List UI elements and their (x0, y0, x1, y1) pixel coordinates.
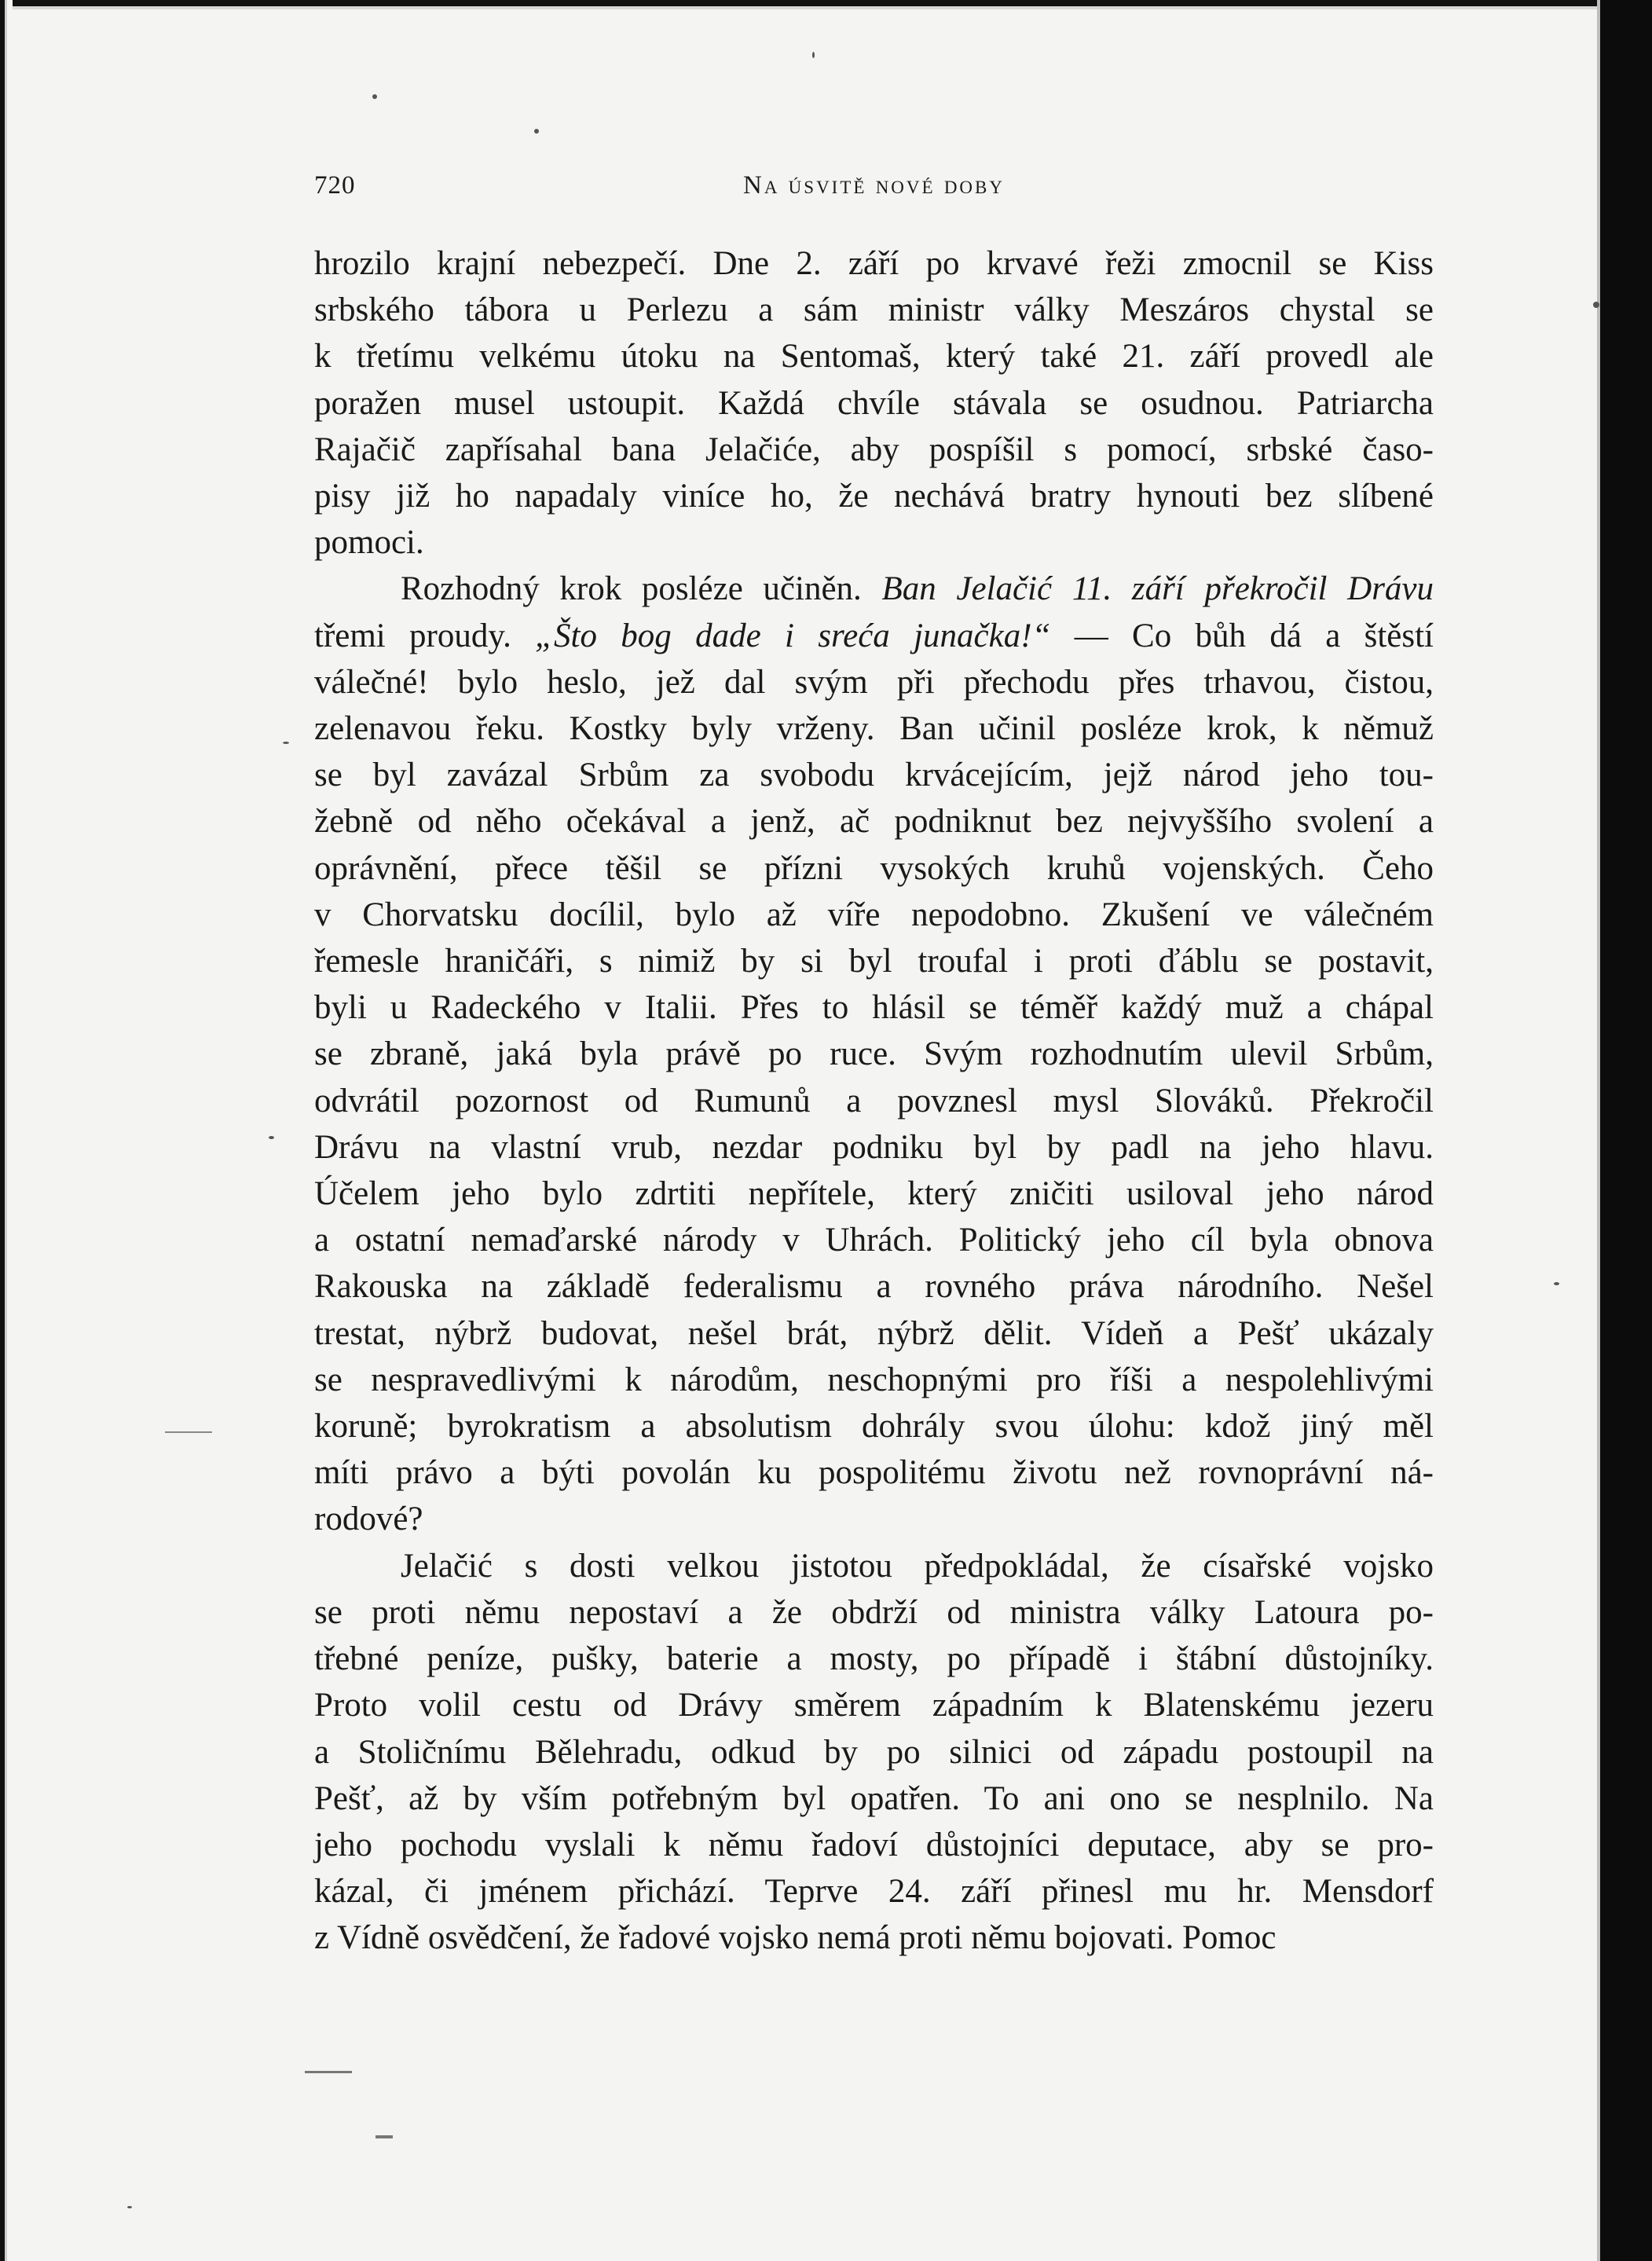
text-line: rodové? (314, 1501, 423, 1538)
text-line: a ostatní nemaďarské národy v Uhrách. Politický jeho cíl byla obnova (314, 1222, 1434, 1259)
text-line: srbského tábora u Perlezu a sám ministr války Meszáros chystal se (314, 291, 1434, 329)
text-line: Rozhodný krok posléze učiněn. Ban Jelačić 11. září překročil Drávu (401, 570, 1434, 608)
scan-speck (1554, 1282, 1559, 1285)
text-line: míti právo a býti povolán ku pospolitému životu než rovnoprávní ná- (314, 1454, 1434, 1492)
scan-speck (1593, 302, 1599, 308)
paragraph (314, 240, 1434, 566)
text-line: hrozilo krajní nebezpečí. Dne 2. září po krvavé řeži zmocnil se Kiss (314, 245, 1434, 282)
text-line: odvrátil pozornost od Rumunů a povznesl mysl Slováků. Překročil (314, 1082, 1434, 1120)
text-line: se zbraně, jaká byla právě po ruce. Svým rozhodnutím ulevil Srbům, (314, 1035, 1434, 1073)
text-line: Rajačič zapřísahal bana Jelačiće, aby pospíšil s pomocí, srbské časo- (314, 431, 1434, 468)
scan-speck (305, 2071, 352, 2073)
text-line: z Vídně osvědčení, že řadové vojsko nemá proti němu bojovati. Pomoc (314, 1919, 1277, 1957)
scan-border-left (0, 0, 13, 2261)
scan-speck (534, 129, 539, 134)
scan-speck (165, 1431, 212, 1433)
text-line: řemesle hraničáři, s nimiž by si byl troufal i proti ďáblu se postavit, (314, 943, 1434, 980)
running-head (314, 157, 1434, 204)
text-line: poražen musel ustoupit. Každá chvíle stávala se osudnou. Patriarcha (314, 384, 1434, 422)
scan-speck (375, 2135, 393, 2138)
text-line: se proti němu nepostaví a že obdrží od ministra války Latoura po- (314, 1593, 1434, 1631)
text-line: pomoci. (314, 524, 424, 562)
scan-border-top (0, 0, 1600, 17)
scan-speck (283, 742, 289, 744)
text-line: třemi proudy. „Što bog dade i sreća junačka!“ — Co bůh dá a štěstí (314, 617, 1434, 654)
text-line: a Stoličnímu Bělehradu, odkud by po silnici od západu postoupil na (314, 1733, 1434, 1771)
text-line: k třetímu velkému útoku na Sentomaš, který také 21. září provedl ale (314, 338, 1434, 376)
scan-border-right (1600, 0, 1652, 2261)
text-line: Drávu na vlastní vrub, nezdar podniku byl by padl na jeho hlavu. (314, 1128, 1434, 1166)
text-line: koruně; byrokratism a absolutism dohrály svou úlohu: kdož jiný měl (314, 1408, 1434, 1446)
text-line: pisy již ho napadaly viníce ho, že nechává bratry hynouti bez slíbené (314, 478, 1434, 515)
text-line: Proto volil cestu od Drávy směrem západním k Blatenskému jezeru (314, 1687, 1434, 1724)
text-line: se nespravedlivými k národům, neschopnými pro říši a nespolehlivými (314, 1361, 1434, 1398)
text-line: Jelačić s dosti velkou jistotou předpokládal, že císařské vojsko (401, 1547, 1434, 1585)
text-line: žebně od něho očekával a jenž, ač podniknut bez nejvyššího svolení a (314, 803, 1434, 841)
text-line: Účelem jeho bylo zdrtiti nepřítele, který zničiti usiloval jeho národ (314, 1175, 1434, 1213)
scan-speck (269, 1136, 274, 1139)
text-line: válečné! bylo heslo, jež dal svým při přechodu přes trhavou, čistou, (314, 663, 1434, 701)
text-line: třebné peníze, pušky, baterie a mosty, po případě i štábní důstojníky. (314, 1640, 1434, 1678)
text-line: jeho pochodu vyslali k němu řadoví důstojníci deputace, aby se pro- (314, 1826, 1434, 1863)
emphasis-text: Ban Jelačić 11. září překročil Drávu (881, 570, 1434, 608)
text-line: byli u Radeckého v Italii. Přes to hlásil se téměř každý muž a chápal (314, 989, 1434, 1027)
text-line: trestat, nýbrž budovat, nešel brát, nýbrž dělit. Vídeň a Pešť ukázaly (314, 1314, 1434, 1352)
emphasis-text: „Što bog dade i sreća junačka!“ (535, 617, 1051, 654)
text-line: v Chorvatsku docílil, bylo až víře nepodobno. Zkušení ve válečném (314, 896, 1434, 933)
text-line: se byl zavázal Srbům za svobodu krvácejícím, jejž národ jeho tou- (314, 757, 1434, 794)
text-line: Rakouska na základě federalismu a rovného práva národního. Nešel (314, 1268, 1434, 1306)
book-page (314, 157, 1434, 1962)
text-line: Pešť, až by vším potřebným byl opatřen. To ani ono se nesplnilo. Na (314, 1779, 1434, 1817)
paragraph (314, 566, 1434, 1542)
paragraph (314, 1543, 1434, 1962)
running-title: Na úsvitě nové doby (742, 171, 1005, 200)
page-number: 720 (314, 171, 356, 200)
text-line: kázal, či jménem přichází. Teprve 24. září přinesl mu hr. Mensdorf (314, 1873, 1434, 1911)
scan-speck (127, 2206, 132, 2208)
scan-speck (812, 52, 815, 58)
text-line: oprávnění, přece těšil se přízni vysokých kruhů vojenských. Čeho (314, 849, 1434, 887)
scan-speck (372, 94, 377, 99)
text-line: zelenavou řeku. Kostky byly vrženy. Ban učinil posléze krok, k němuž (314, 710, 1434, 748)
body-text (314, 240, 1434, 1962)
